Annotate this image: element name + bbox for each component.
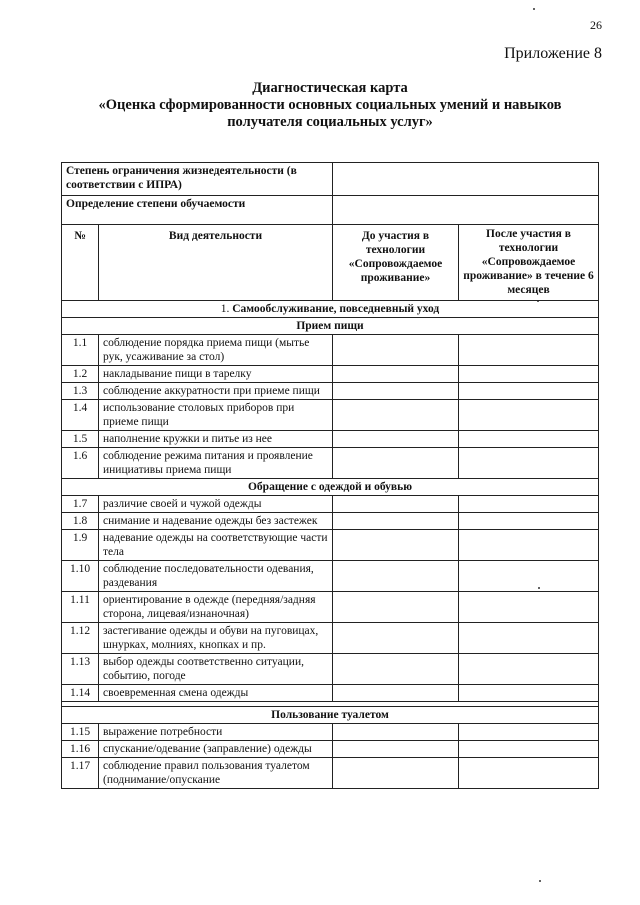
before-cell[interactable] bbox=[333, 513, 459, 530]
table-header-row bbox=[62, 225, 599, 301]
before-cell[interactable] bbox=[333, 448, 459, 479]
after-cell[interactable] bbox=[459, 400, 599, 431]
table-row bbox=[62, 654, 599, 685]
before-cell[interactable] bbox=[333, 685, 459, 702]
after-cell[interactable] bbox=[459, 530, 599, 561]
scan-speck bbox=[533, 8, 535, 10]
after-cell[interactable] bbox=[459, 383, 599, 400]
before-cell[interactable] bbox=[333, 400, 459, 431]
group-row bbox=[62, 707, 599, 724]
after-cell[interactable] bbox=[459, 685, 599, 702]
before-cell[interactable] bbox=[333, 724, 459, 741]
after-cell[interactable] bbox=[459, 366, 599, 383]
group-eating: Прием пищи bbox=[62, 318, 599, 335]
row-activity: надевание одежды на соответствующие части тела bbox=[99, 530, 333, 561]
row-activity: ориентирование в одежде (передняя/задняя сторона, лицевая/изнаночная) bbox=[99, 592, 333, 623]
title-line-3: получателя социальных услуг» bbox=[227, 114, 433, 130]
row-number: 1.1 bbox=[62, 335, 99, 366]
row-number: 1.17 bbox=[62, 758, 99, 789]
row-number: 1.8 bbox=[62, 513, 99, 530]
header-num: № bbox=[62, 225, 99, 301]
table-row bbox=[62, 383, 599, 400]
header-activity: Вид деятельности bbox=[99, 225, 333, 301]
group-row bbox=[62, 318, 599, 335]
title-line-1: Диагностическая карта bbox=[252, 80, 408, 96]
after-cell[interactable] bbox=[459, 431, 599, 448]
restriction-row bbox=[62, 163, 599, 196]
title-line-2: «Оценка сформированности основных социальных умений и навыков bbox=[98, 97, 562, 113]
after-cell[interactable] bbox=[459, 592, 599, 623]
before-cell[interactable] bbox=[333, 561, 459, 592]
table-row bbox=[62, 724, 599, 741]
after-cell[interactable] bbox=[459, 741, 599, 758]
group-clothing: Обращение с одеждой и обувью bbox=[62, 479, 599, 496]
learnability-value[interactable] bbox=[333, 196, 599, 225]
table-row bbox=[62, 530, 599, 561]
document-title bbox=[60, 80, 600, 131]
row-number: 1.5 bbox=[62, 431, 99, 448]
row-number: 1.10 bbox=[62, 561, 99, 592]
row-number: 1.16 bbox=[62, 741, 99, 758]
after-cell[interactable] bbox=[459, 448, 599, 479]
appendix-label: Приложение 8 bbox=[504, 45, 602, 62]
group-toilet: Пользование туалетом bbox=[62, 707, 599, 724]
row-activity: соблюдение порядка приема пищи (мытье рук, усаживание за стол) bbox=[99, 335, 333, 366]
table-row bbox=[62, 685, 599, 702]
row-number: 1.15 bbox=[62, 724, 99, 741]
after-cell[interactable] bbox=[459, 758, 599, 789]
row-activity: соблюдение правил пользования туалетом (поднимание/опускание bbox=[99, 758, 333, 789]
restriction-label: Степень ограничения жизнедеятельности (в соответствии с ИПРА) bbox=[62, 163, 333, 196]
row-activity: спускание/одевание (заправление) одежды bbox=[99, 741, 333, 758]
learnability-row bbox=[62, 196, 599, 225]
before-cell[interactable] bbox=[333, 530, 459, 561]
learnability-label: Определение степени обучаемости bbox=[62, 196, 333, 225]
after-cell[interactable] bbox=[459, 654, 599, 685]
table-row bbox=[62, 431, 599, 448]
row-activity: выражение потребности bbox=[99, 724, 333, 741]
after-cell[interactable] bbox=[459, 623, 599, 654]
before-cell[interactable] bbox=[333, 496, 459, 513]
diagnostic-table bbox=[61, 162, 599, 789]
group-row bbox=[62, 479, 599, 496]
scan-speck bbox=[539, 880, 541, 882]
page-number: 26 bbox=[590, 18, 602, 32]
row-number: 1.7 bbox=[62, 496, 99, 513]
row-activity: наполнение кружки и питье из нее bbox=[99, 431, 333, 448]
row-activity: использование столовых приборов при приеме пищи bbox=[99, 400, 333, 431]
row-number: 1.11 bbox=[62, 592, 99, 623]
row-activity: соблюдение последовательности одевания, раздевания bbox=[99, 561, 333, 592]
table-row bbox=[62, 335, 599, 366]
after-cell[interactable] bbox=[459, 561, 599, 592]
before-cell[interactable] bbox=[333, 654, 459, 685]
row-activity: застегивание одежды и обуви на пуговицах, шнурках, молниях, кнопках и пр. bbox=[99, 623, 333, 654]
table-row bbox=[62, 513, 599, 530]
before-cell[interactable] bbox=[333, 741, 459, 758]
table-row bbox=[62, 758, 599, 789]
before-cell[interactable] bbox=[333, 335, 459, 366]
row-activity: выбор одежды соответственно ситуации, событию, погоде bbox=[99, 654, 333, 685]
row-activity: снимание и надевание одежды без застежек bbox=[99, 513, 333, 530]
before-cell[interactable] bbox=[333, 383, 459, 400]
table-row bbox=[62, 496, 599, 513]
table-row bbox=[62, 561, 599, 592]
row-activity: своевременная смена одежды bbox=[99, 685, 333, 702]
table-row bbox=[62, 741, 599, 758]
row-number: 1.2 bbox=[62, 366, 99, 383]
row-activity: соблюдение режима питания и проявление инициативы приема пищи bbox=[99, 448, 333, 479]
header-after: После участия в технологии «Сопровождаемое проживание» в течение 6 месяцев bbox=[459, 225, 599, 301]
table-row bbox=[62, 592, 599, 623]
table-row bbox=[62, 623, 599, 654]
section-label: Самообслуживание, повседневный уход bbox=[232, 303, 440, 315]
after-cell[interactable] bbox=[459, 335, 599, 366]
row-number: 1.12 bbox=[62, 623, 99, 654]
before-cell[interactable] bbox=[333, 758, 459, 789]
after-cell[interactable] bbox=[459, 724, 599, 741]
after-cell[interactable] bbox=[459, 496, 599, 513]
before-cell[interactable] bbox=[333, 623, 459, 654]
row-activity: соблюдение аккуратности при приеме пищи bbox=[99, 383, 333, 400]
table-row bbox=[62, 400, 599, 431]
table-row bbox=[62, 448, 599, 479]
row-number: 1.13 bbox=[62, 654, 99, 685]
header-before: До участия в технологии «Сопровождаемое проживание» bbox=[333, 225, 459, 301]
row-activity: различие своей и чужой одежды bbox=[99, 496, 333, 513]
table-row bbox=[62, 366, 599, 383]
row-number: 1.3 bbox=[62, 383, 99, 400]
section-number: 1. bbox=[220, 303, 230, 315]
row-number: 1.4 bbox=[62, 400, 99, 431]
row-activity: накладывание пищи в тарелку bbox=[99, 366, 333, 383]
section-row bbox=[62, 301, 599, 318]
before-cell[interactable] bbox=[333, 592, 459, 623]
row-number: 1.9 bbox=[62, 530, 99, 561]
section-title bbox=[62, 301, 599, 318]
restriction-value[interactable] bbox=[333, 163, 599, 196]
before-cell[interactable] bbox=[333, 431, 459, 448]
row-number: 1.6 bbox=[62, 448, 99, 479]
before-cell[interactable] bbox=[333, 366, 459, 383]
row-number: 1.14 bbox=[62, 685, 99, 702]
after-cell[interactable] bbox=[459, 513, 599, 530]
